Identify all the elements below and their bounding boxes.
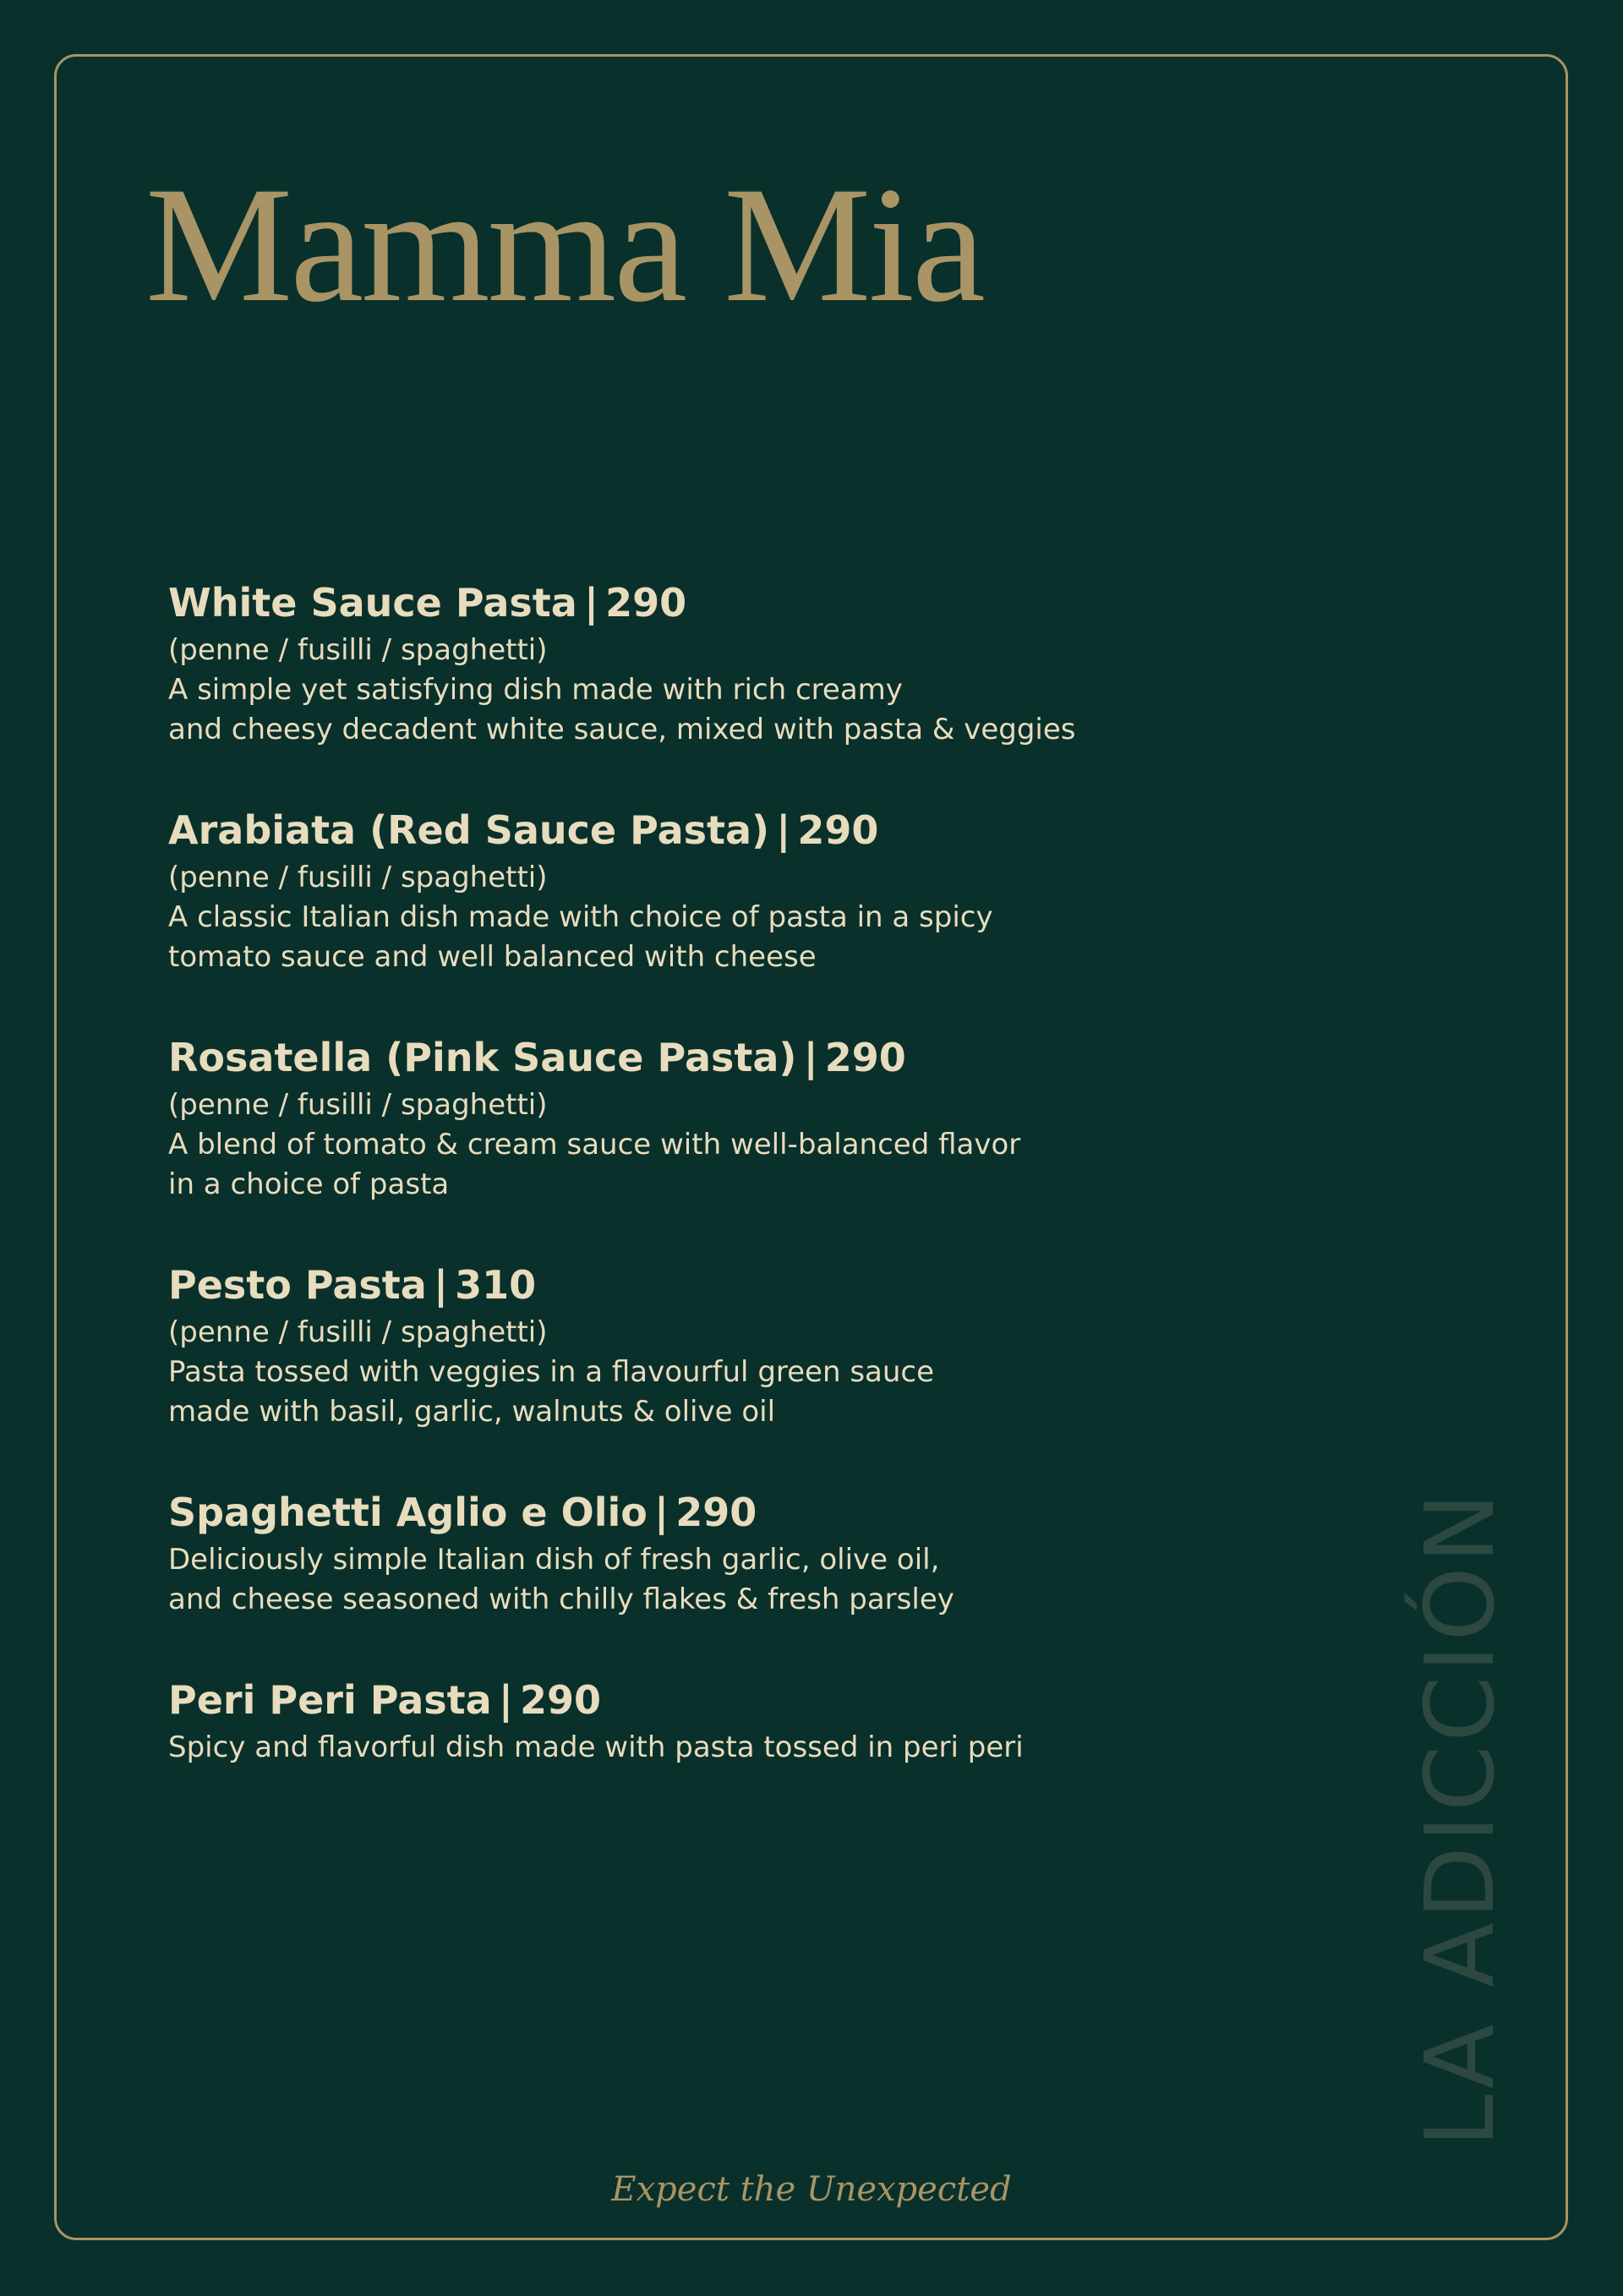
price-separator: | bbox=[776, 807, 791, 853]
menu-item-heading bbox=[168, 575, 1352, 631]
brand-watermark: LA ADICCIÓN bbox=[1406, 1489, 1516, 2147]
menu-item-heading bbox=[168, 1484, 1352, 1540]
menu-item-heading bbox=[168, 1257, 1352, 1313]
menu-item-description-line: Deliciously simple Italian dish of fresh garlic, olive oil, bbox=[168, 1543, 940, 1577]
price-separator: | bbox=[654, 1490, 669, 1535]
menu-item-description-line: tomato sauce and well balanced with cheese bbox=[168, 940, 817, 974]
menu-item-heading bbox=[168, 802, 1352, 858]
menu-item-description-line: A classic Italian dish made with choice of pasta in a spicy bbox=[168, 900, 993, 934]
menu-item-heading bbox=[168, 1030, 1352, 1085]
menu-item bbox=[168, 1672, 1352, 1768]
menu-item-name: Arabiata (Red Sauce Pasta) bbox=[168, 807, 770, 853]
menu-item bbox=[168, 1257, 1352, 1432]
menu-item bbox=[168, 802, 1352, 977]
menu-title: Mamma Mia bbox=[145, 153, 983, 336]
price-separator: | bbox=[434, 1262, 448, 1308]
menu-item-options: (penne / fusilli / spaghetti) bbox=[168, 861, 548, 894]
menu-item-name: Pesto Pasta bbox=[168, 1262, 427, 1308]
menu-item-price: 290 bbox=[824, 1035, 906, 1080]
menu-item-price: 290 bbox=[605, 580, 687, 626]
menu-items-list bbox=[168, 575, 1352, 1820]
menu-item-description-line: and cheesy decadent white sauce, mixed with pasta & veggies bbox=[168, 713, 1076, 746]
menu-item-price: 310 bbox=[455, 1262, 537, 1308]
menu-item-description-line: in a choice of pasta bbox=[168, 1167, 450, 1201]
menu-item-description-line: A simple yet satisfying dish made with rich creamy bbox=[168, 673, 903, 707]
tagline: Expect the Unexpected bbox=[611, 2170, 1012, 2209]
menu-item-description-line: A blend of tomato & cream sauce with well-balanced flavor bbox=[168, 1128, 1021, 1162]
menu-item-name: Spaghetti Aglio e Olio bbox=[168, 1490, 648, 1535]
menu-item bbox=[168, 1484, 1352, 1620]
menu-item-description-line: and cheese seasoned with chilly flakes & fresh parsley bbox=[168, 1583, 954, 1616]
menu-item-description-line: Pasta tossed with veggies in a flavourful green sauce bbox=[168, 1355, 935, 1389]
menu-item-price: 290 bbox=[797, 807, 879, 853]
price-separator: | bbox=[584, 580, 598, 626]
menu-item-description-line: made with basil, garlic, walnuts & olive oil bbox=[168, 1395, 776, 1429]
menu-item-options: (penne / fusilli / spaghetti) bbox=[168, 1315, 548, 1349]
menu-item-price: 290 bbox=[520, 1677, 602, 1723]
menu-item bbox=[168, 575, 1352, 750]
menu-item-heading bbox=[168, 1672, 1352, 1728]
price-separator: | bbox=[498, 1677, 513, 1723]
menu-item-price: 290 bbox=[675, 1490, 757, 1535]
menu-item-name: Rosatella (Pink Sauce Pasta) bbox=[168, 1035, 797, 1080]
menu-item-name: White Sauce Pasta bbox=[168, 580, 577, 626]
price-separator: | bbox=[803, 1035, 818, 1080]
menu-item-options: (penne / fusilli / spaghetti) bbox=[168, 633, 548, 667]
menu-item-options: (penne / fusilli / spaghetti) bbox=[168, 1088, 548, 1122]
menu-item bbox=[168, 1030, 1352, 1205]
menu-item-description-line: Spicy and flavorful dish made with pasta tossed in peri peri bbox=[168, 1730, 1024, 1764]
menu-item-name: Peri Peri Pasta bbox=[168, 1677, 492, 1723]
